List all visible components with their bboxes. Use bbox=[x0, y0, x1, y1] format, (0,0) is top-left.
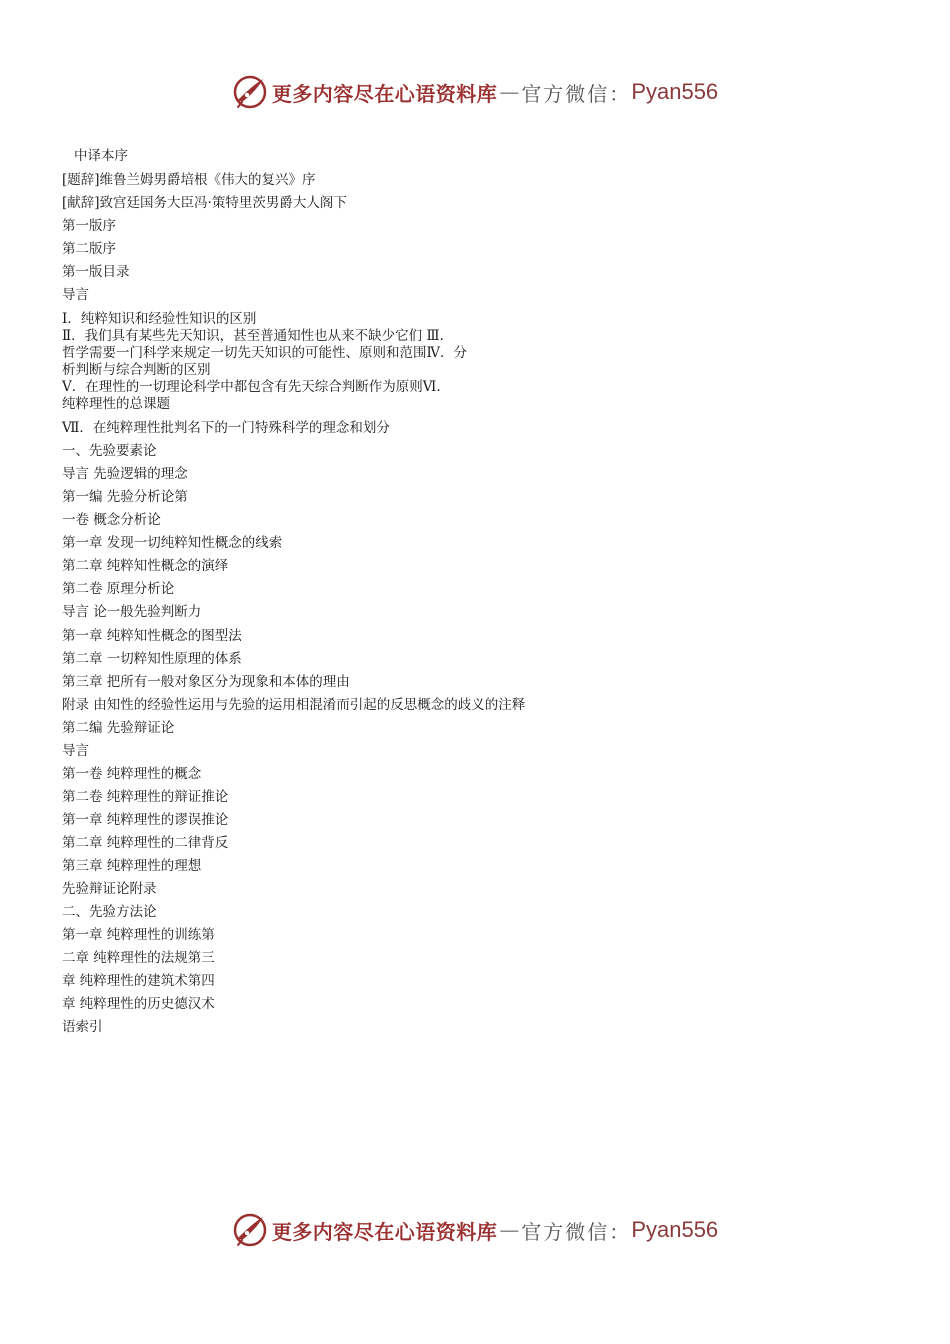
banner-wechat-id: Pyan556 bbox=[631, 79, 719, 104]
toc-entry: 二章 纯粹理性的法规第三 bbox=[62, 950, 215, 966]
toc-entry: 第二章 纯粹知性概念的演绎 bbox=[62, 558, 229, 574]
toc-entry: 第一章 纯粹知性概念的图型法 bbox=[62, 628, 242, 644]
banner-separator: — bbox=[499, 80, 520, 104]
table-of-contents bbox=[62, 148, 682, 1048]
toc-entry: 导言 bbox=[62, 743, 89, 759]
footer-banner bbox=[0, 1208, 950, 1252]
toc-entry: 第二版序 bbox=[62, 241, 116, 257]
banner-title: 更多内容尽在心语资料库 bbox=[271, 81, 498, 106]
banner-wechat-id: Pyan556 bbox=[631, 1217, 719, 1242]
toc-entry: Ⅰ．纯粹知识和经验性知识的区别 bbox=[62, 311, 257, 327]
toc-entry: Ⅴ．在理性的一切理论科学中都包含有先天综合判断作为原则Ⅵ. bbox=[62, 379, 441, 395]
toc-entry: 二、先验方法论 bbox=[62, 904, 157, 920]
toc-entry: 章 纯粹理性的历史德汉术 bbox=[62, 996, 215, 1012]
toc-entry: Ⅱ．我们具有某些先天知识，甚至普通知性也从来不缺少它们 Ⅲ. bbox=[62, 328, 444, 344]
toc-entry: 一卷 概念分析论 bbox=[62, 512, 161, 528]
toc-entry: 哲学需要一门科学来规定一切先天知识的可能性、原则和范围Ⅳ．分 bbox=[62, 345, 467, 361]
toc-entry: 第一章 纯粹理性的训练第 bbox=[62, 927, 215, 943]
toc-entry: 附录 由知性的经验性运用与先验的运用相混淆而引起的反思概念的歧义的注释 bbox=[62, 697, 526, 713]
toc-entry: 导言 论一般先验判断力 bbox=[62, 604, 202, 620]
toc-entry: 第二章 一切粹知性原理的体系 bbox=[62, 651, 242, 667]
toc-entry: 第三章 纯粹理性的理想 bbox=[62, 858, 202, 874]
banner-subtitle: 官方微信： bbox=[521, 81, 632, 106]
toc-entry: 章 纯粹理性的建筑术第四 bbox=[62, 973, 215, 989]
toc-entry: 导言 先验逻辑的理念 bbox=[62, 466, 188, 482]
toc-entry: Ⅶ．在纯粹理性批判名下的一门特殊科学的理念和划分 bbox=[62, 420, 390, 436]
toc-entry: 第一章 纯粹理性的谬误推论 bbox=[62, 812, 229, 828]
banner-title: 更多内容尽在心语资料库 bbox=[271, 1219, 498, 1244]
toc-entry: 第二编 先验辩证论 bbox=[62, 720, 175, 736]
toc-entry: 中译本序 bbox=[74, 148, 128, 164]
toc-entry: 第一编 先验分析论第 bbox=[62, 489, 188, 505]
toc-entry: 第三章 把所有一般对象区分为现象和本体的理由 bbox=[62, 674, 350, 690]
quill-logo-icon bbox=[232, 74, 268, 110]
banner-separator: — bbox=[499, 1218, 520, 1242]
toc-entry: 第二卷 纯粹理性的辩证推论 bbox=[62, 789, 229, 805]
toc-entry: 先验辩证论附录 bbox=[62, 881, 157, 897]
toc-entry: [题辞]维鲁兰姆男爵培根《伟大的复兴》序 bbox=[62, 172, 316, 188]
header-banner bbox=[0, 70, 950, 114]
toc-entry: 纯粹理性的总课题 bbox=[62, 396, 170, 412]
banner-subtitle: 官方微信： bbox=[521, 1219, 632, 1244]
quill-logo-icon bbox=[232, 1212, 268, 1248]
toc-entry: [献辞]致宫廷国务大臣冯·策特里茨男爵大人阁下 bbox=[62, 195, 347, 211]
toc-entry: 导言 bbox=[62, 287, 89, 303]
toc-entry: 第二卷 原理分析论 bbox=[62, 581, 175, 597]
toc-entry: 第一版序 bbox=[62, 218, 116, 234]
toc-entry: 语索引 bbox=[62, 1019, 103, 1035]
toc-entry: 第一章 发现一切纯粹知性概念的线索 bbox=[62, 535, 283, 551]
toc-entry: 第二章 纯粹理性的二律背反 bbox=[62, 835, 229, 851]
toc-entry: 析判断与综合判断的区别 bbox=[62, 362, 211, 378]
toc-entry: 第一版目录 bbox=[62, 264, 130, 280]
toc-entry: 第一卷 纯粹理性的概念 bbox=[62, 766, 202, 782]
toc-entry: 一、先验要素论 bbox=[62, 443, 157, 459]
